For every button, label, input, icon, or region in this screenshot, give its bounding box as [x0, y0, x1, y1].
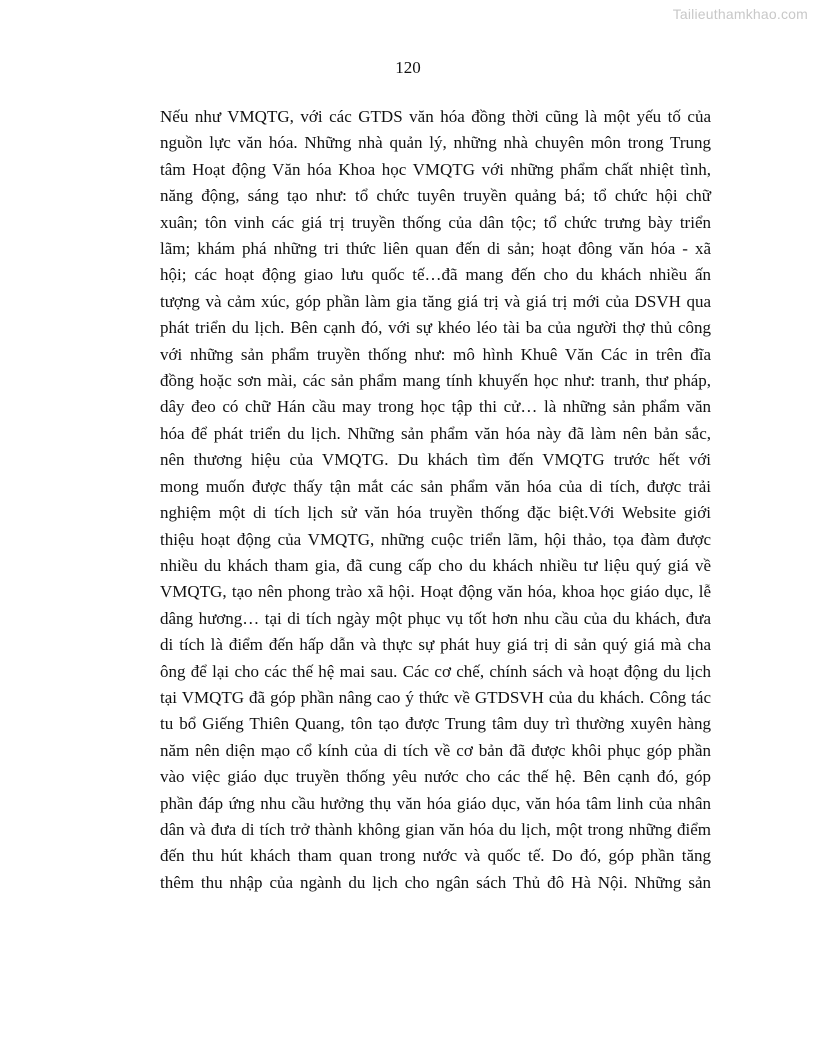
- text-line: mong muốn được thấy tận mắt các sản phẩm văn hóa của di tích, được trải: [160, 476, 711, 496]
- text-line: ông để lại cho các thế hệ mai sau. Các cơ chế, chính sách và hoạt động du lịch: [160, 661, 711, 681]
- text-line: tượng và cảm xúc, góp phần làm gia tăng giá trị và giá trị mới của DSVH qua: [160, 291, 711, 311]
- text-line: nhiều du khách tham gia, đã cung cấp cho du khách nhiều tư liệu quý giá về: [160, 555, 711, 575]
- text-line: nghiệm một di tích lịch sử văn hóa truyền thống đặc biệt.Với Website giới: [160, 503, 711, 523]
- text-line: năng động, sáng tạo như: tổ chức tuyên truyền quảng bá; tổ chức hội chữ: [160, 186, 711, 206]
- watermark: Tailieuthamkhao.com: [672, 6, 808, 22]
- text-line: với những sản phẩm truyền thống như: mô hình Khuê Văn Các in trên đĩa: [160, 344, 711, 364]
- page-number: 120: [395, 58, 421, 77]
- text-line: xuân; tôn vinh các giá trị truyền thống của dân tộc; tổ chức trưng bày triển: [160, 212, 711, 232]
- text-line: nguồn lực văn hóa. Những nhà quản lý, những nhà chuyên môn trong Trung: [160, 133, 711, 153]
- text-line: Nếu như VMQTG, với các GTDS văn hóa đồng thời cũng là một yếu tố của: [160, 107, 711, 126]
- text-line: hóa để phát triển du lịch. Những sản phẩm văn hóa này đã làm nên bản sắc,: [160, 423, 711, 443]
- text-line: đến thu hút khách tham quan trong nước và quốc tế. Do đó, góp phần tăng: [160, 846, 711, 866]
- text-line: tâm Hoạt động Văn hóa Khoa học VMQTG với những phẩm chất nhiệt tình,: [160, 159, 711, 179]
- body-paragraph: [160, 104, 711, 896]
- text-line: đồng hoặc sơn mài, các sản phẩm mang tính khuyến học như: tranh, thư pháp,: [160, 371, 711, 391]
- text-line: thiệu hoạt động của VMQTG, những cuộc triển lãm, hội thảo, tọa đàm được: [160, 529, 711, 549]
- text-line: dân và đưa di tích trở thành không gian văn hóa du lịch, một trong những điểm: [160, 819, 711, 839]
- text-line: nên thương hiệu của VMQTG. Du khách tìm đến VMQTG trước hết với: [160, 450, 711, 470]
- text-line: dâng hương… tại di tích ngày một phục vụ tốt hơn nhu cầu của du khách, đưa: [160, 608, 711, 628]
- text-line: vào việc giáo dục truyền thống yêu nước cho các thế hệ. Bên cạnh đó, góp: [160, 767, 711, 787]
- text-line: phát triển du lịch. Bên cạnh đó, với sự khéo léo tài ba của người thợ thủ công: [160, 318, 711, 338]
- text-line: di tích là điểm đến hấp dẫn và thực sự phát huy giá trị di sản quý giá mà cha: [160, 635, 711, 655]
- text-line: phần đáp ứng nhu cầu hưởng thụ văn hóa giáo dục, văn hóa tâm linh của nhân: [160, 793, 711, 813]
- text-line: hội; các hoạt động giao lưu quốc tế…đã mang đến cho du khách nhiều ấn: [160, 265, 711, 285]
- text-line: lãm; khám phá những tri thức liên quan đến di sản; hoạt đông văn hóa - xã: [160, 239, 711, 259]
- text-line: năm nên diện mạo cổ kính của di tích về cơ bản đã được khôi phục góp phần: [160, 740, 711, 760]
- text-line: tu bổ Giếng Thiên Quang, tôn tạo được Trung tâm duy trì thường xuyên hàng: [160, 714, 711, 734]
- text-line: VMQTG, tạo nên phong trào xã hội. Hoạt động văn hóa, khoa học giáo dục, lễ: [160, 582, 711, 602]
- text-line: tại VMQTG đã góp phần nâng cao ý thức về GTDSVH của du khách. Công tác: [160, 687, 711, 707]
- text-line: dây đeo có chữ Hán cầu may trong học tập thi cử… là những sản phẩm văn: [160, 397, 711, 417]
- text-line: thêm thu nhập của ngành du lịch cho ngân sách Thủ đô Hà Nội. Những sản: [160, 872, 711, 892]
